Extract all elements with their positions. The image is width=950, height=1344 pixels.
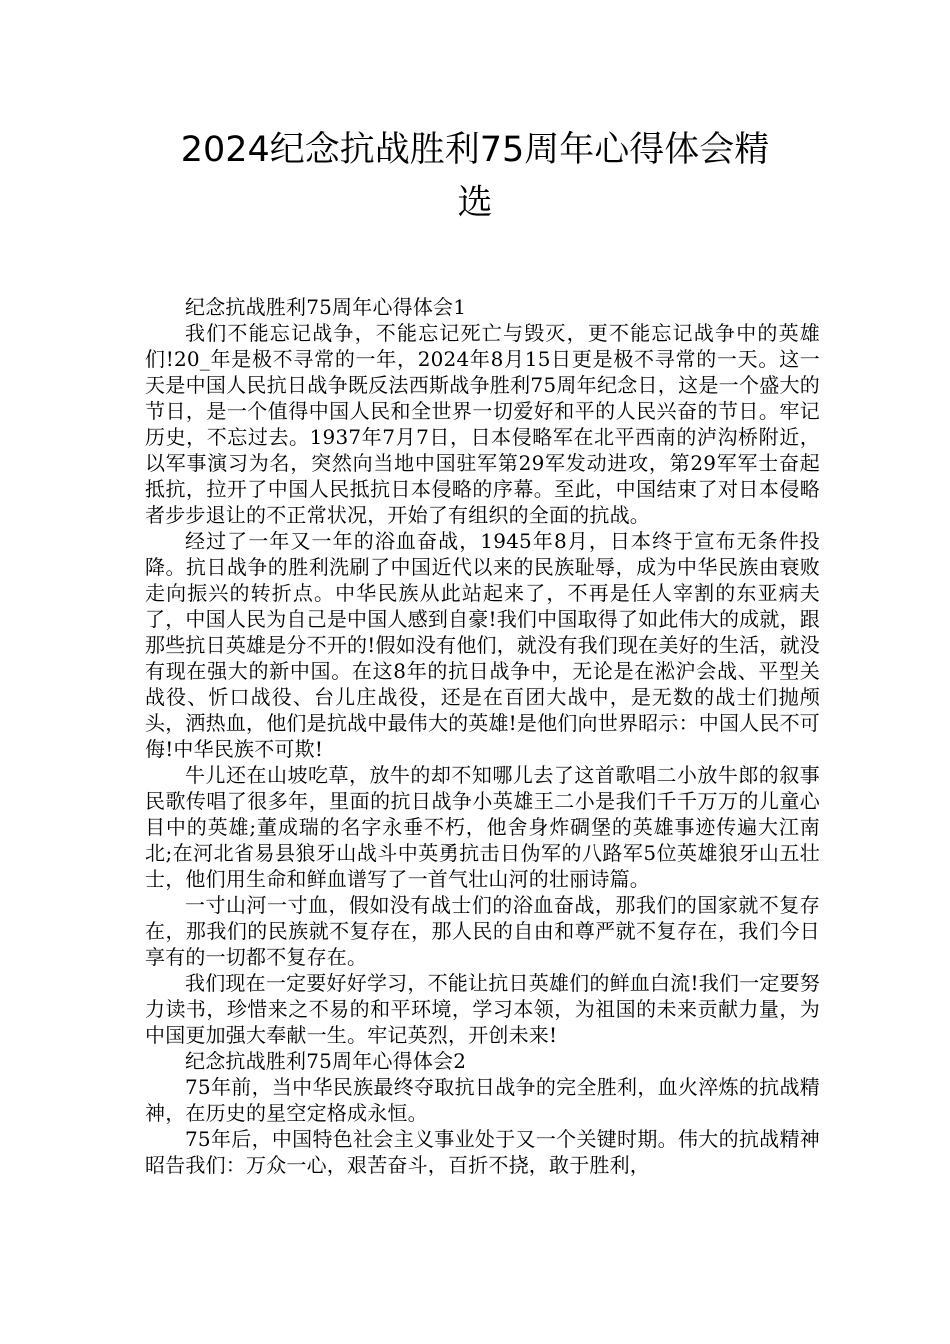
document-title	[0, 124, 950, 230]
paragraph: 75年前，当中华民族最终夺取抗日战争的完全胜利，血火淬炼的抗战精神，在历史的星空定格成永恒。	[145, 1075, 820, 1125]
paragraph: 一寸山河一寸血，假如没有战士们的浴血奋战，那我们的国家就不复存在，那我们的民族就不复存在，那人民的自由和尊严就不复存在，我们今日享有的一切都不复存在。	[145, 893, 820, 969]
section-heading-2: 纪念抗战胜利75周年心得体会2	[185, 1049, 467, 1073]
title-line-1: 2024纪念抗战胜利75周年心得体会精	[180, 130, 770, 170]
paragraph: 经过了一年又一年的浴血奋战，1945年8月，日本终于宣布无条件投降。抗日战争的胜利洗刷了中国近代以来的民族耻辱，成为中华民族由衰败走向振兴的转折点。中华民族从此站起来了，不再是任人宰割的东亚病夫了，中国人民为自己是中国人感到自豪!我们中国取得了如此伟大的成就，跟那些抗日英雄是分不开的!假如没有他们，就没有我们现在美好的生活，就没有现在强大的新中国。在这8年的抗日战争中，无论是在淞沪会战、平型关战役、忻口战役、台儿庄战役，还是在百团大战中，是无数的战士们抛颅头，洒热血，他们是抗战中最伟大的英雄!是他们向世界昭示：中国人民不可侮!中华民族不可欺!	[145, 529, 820, 761]
paragraph: 我们不能忘记战争，不能忘记死亡与毁灭，更不能忘记战争中的英雄们!20_年是极不寻常的一年，2024年8月15日更是极不寻常的一天。这一天是中国人民抗日战争既反法西斯战争胜利75周年纪念日，这是一个盛大的节日，是一个值得中国人民和全世界一切爱好和平的人民兴奋的节日。牢记历史，不忘过去。1937年7月7日，日本侵略军在北平西南的泸沟桥附近，以军事演习为名，突然向当地中国驻军第29军发动进攻，第29军军士奋起抵抗，拉开了中国人民抵抗日本侵略的序幕。至此，中国结束了对日本侵略者步步退让的不正常状况，开始了有组织的全面的抗战。	[145, 321, 820, 527]
section-heading-1: 纪念抗战胜利75周年心得体会1	[185, 295, 467, 319]
paragraph: 我们现在一定要好好学习，不能让抗日英雄们的鲜血白流!我们一定要努力读书，珍惜来之不易的和平环境，学习本领，为祖国的未来贡献力量，为中国更加强大奉献一生。牢记英烈，开创未来!	[145, 971, 820, 1047]
title-line-2: 选	[457, 183, 493, 223]
document-body	[145, 294, 820, 1178]
paragraph: 牛儿还在山坡吃草，放牛的却不知哪儿去了这首歌唱二小放牛郎的叙事民歌传唱了很多年，里面的抗日战争小英雄王二小是我们千千万万的儿童心目中的英雄;董成瑞的名字永垂不朽，他舍身炸碉堡的英雄事迹传遍大江南北;在河北省易县狼牙山战斗中英勇抗击日伪军的八路军5位英雄狼牙山五壮士，他们用生命和鲜血谱写了一首气壮山河的壮丽诗篇。	[145, 763, 820, 891]
paragraph: 75年后，中国特色社会主义事业处于又一个关键时期。伟大的抗战精神昭告我们：万众一心，艰苦奋斗，百折不挠，敢于胜利，	[145, 1127, 820, 1177]
